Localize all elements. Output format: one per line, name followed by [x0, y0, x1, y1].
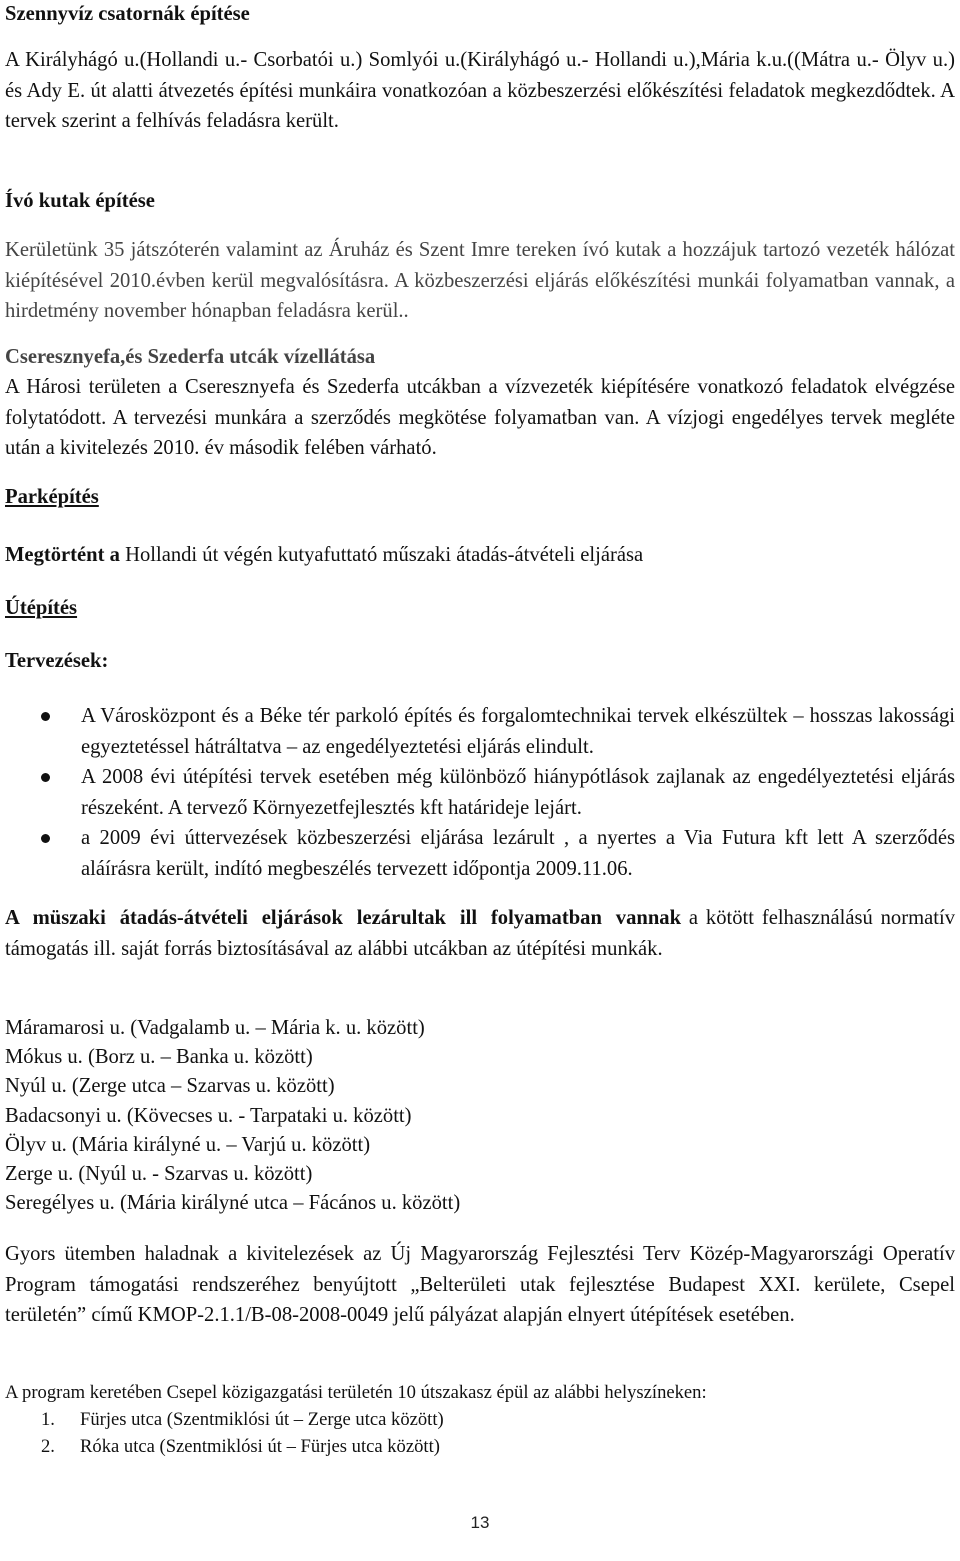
- wells-body: Kerületünk 35 játszóterén valamint az Áruház és Szent Imre tereken ívó kutak a hozzájuk tartozó vezeték hálózat kiépítésével 2010.évben kerül megvalósításra. A közbeszerzési eljárás előkészítési munkái folyamatban vannak, a hirdetmény november hónapban feladásra kerül..: [5, 239, 955, 322]
- park-lead-text: Hollandi út végén kutyafuttató műszaki átadás-átvételi eljárása: [119, 544, 644, 566]
- park-lead-bold: Megtörtént a: [5, 544, 120, 566]
- handover-block: [5, 903, 955, 964]
- handover-bold: A müszaki átadás-átvételi eljárások lezárultak ill folyamatban vannak: [5, 907, 682, 929]
- program-intro: A program keretében Csepel közigazgatási területén 10 útszakasz épül az alábbi helyszíneken:: [5, 1382, 707, 1403]
- park-lead-block: [5, 540, 955, 571]
- list-item: Ölyv u. (Mária királyné u. – Varjú u. között): [5, 1133, 371, 1156]
- handover-paragraph: [5, 903, 955, 964]
- list-item: Badacsonyi u. (Kövecses u. - Tarpataki u. között): [5, 1104, 412, 1127]
- road-subheading: Tervezések:: [5, 650, 109, 672]
- road-section: [5, 593, 955, 623]
- park-section: [5, 482, 955, 512]
- list-item: a 2009 évi úttervezések közbeszerzési eljárása lezárult , a nyertes a Via Futura kft lett A szerződés aláírásra került, indító megbeszélés tervezett időpontja 2009.11.06.: [5, 823, 955, 884]
- handover-text: a kötött felhasználású normatív támogatás ill. saját forrás biztosításával az alábbi utcákban az útépítési munkák.: [5, 907, 955, 960]
- list-item: Zerge u. (Nyúl u. - Szarvas u. között): [5, 1163, 313, 1186]
- wells-section: [5, 186, 955, 216]
- wells-body-block: [5, 235, 955, 327]
- page-number: 13: [470, 1513, 490, 1532]
- sewer-body-block: [5, 45, 955, 137]
- bullet-icon: [41, 834, 50, 843]
- bullet-icon: [41, 712, 50, 721]
- list-item: Máramarosi u. (Vadgalamb u. – Mária k. u. között): [5, 1017, 425, 1039]
- planning-bullet-list: [5, 701, 955, 884]
- list-item: 1. Fürjes utca (Szentmiklósi út – Zerge utca között): [41, 1409, 444, 1430]
- program-block: [5, 1380, 955, 1407]
- water-body: A Hárosi területen a Cseresznyefa és Szederfa utcákban a vízvezeték kiépítésére vonatkozó feladatok elvégzése folytatódott. A tervezési munkára a szerződés megkötése folyamatban van. A vízjogi engedélyes tervek megléte után a kivitelezés 2010. év második felében várható.: [5, 376, 955, 459]
- sewer-section: [5, 0, 955, 28]
- water-section: [5, 342, 955, 464]
- road-subheading-block: [5, 646, 955, 676]
- street-list: [5, 1014, 955, 1218]
- list-item: A Városközpont és a Béke tér parkoló építés és forgalomtechnikai tervek elkészültek – hosszas lakossági egyeztetéssel hátráltatva – az engedélyeztetési eljárás elindult.: [5, 701, 955, 762]
- list-item: Seregélyes u. (Mária királyné utca – Fácános u. között): [5, 1192, 461, 1215]
- water-heading: Cseresznyefa,és Szederfa utcák vízellátása: [5, 346, 376, 368]
- road-heading: Útépítés: [5, 597, 78, 619]
- list-item: Mókus u. (Borz u. – Banka u. között): [5, 1046, 313, 1069]
- sewer-heading: Szennyvíz csatornák építése: [5, 3, 250, 25]
- park-heading: Parképítés: [5, 486, 99, 508]
- kmop-paragraph: Gyors ütemben haladnak a kivitelezések az Új Magyarország Fejlesztési Terv Közép-Magyarországi Operatív Program támogatási rendszeréhez benyújtott „Belterületi utak fejlesztése Budapest XXI. kerülete, Csepel területén” című KMOP-2.1.1/B-08-2008-0049 jelű pályázat alapján elnyert útépítések esetében.: [5, 1243, 955, 1326]
- park-lead: [5, 540, 955, 571]
- bullet-icon: [41, 773, 50, 782]
- program-list: [5, 1407, 444, 1460]
- kmop-block: [5, 1239, 955, 1331]
- wells-heading: Ívó kutak építése: [5, 190, 155, 212]
- list-item: Nyúl u. (Zerge utca – Szarvas u. között): [5, 1075, 335, 1098]
- list-item: A 2008 évi útépítési tervek esetében még különböző hiánypótlások zajlanak az engedélyeztetési eljárás részeként. A tervező Környezetfejlesztés kft határideje lejárt.: [5, 762, 955, 823]
- sewer-body: A Királyhágó u.(Hollandi u.- Csorbatói u.) Somlyói u.(Királyhágó u.- Hollandi u.),Mária k.u.((Mátra u.- Ölyv u.) és Ady E. út alatti átvezetés építési munkáira vonatkozóan a közbeszerzési előkészítési feladatok megkezdődtek. A tervek szerint a felhívás feladásra került.: [5, 49, 955, 132]
- list-item: 2. Róka utca (Szentmiklósi út – Fürjes utca között): [41, 1435, 440, 1457]
